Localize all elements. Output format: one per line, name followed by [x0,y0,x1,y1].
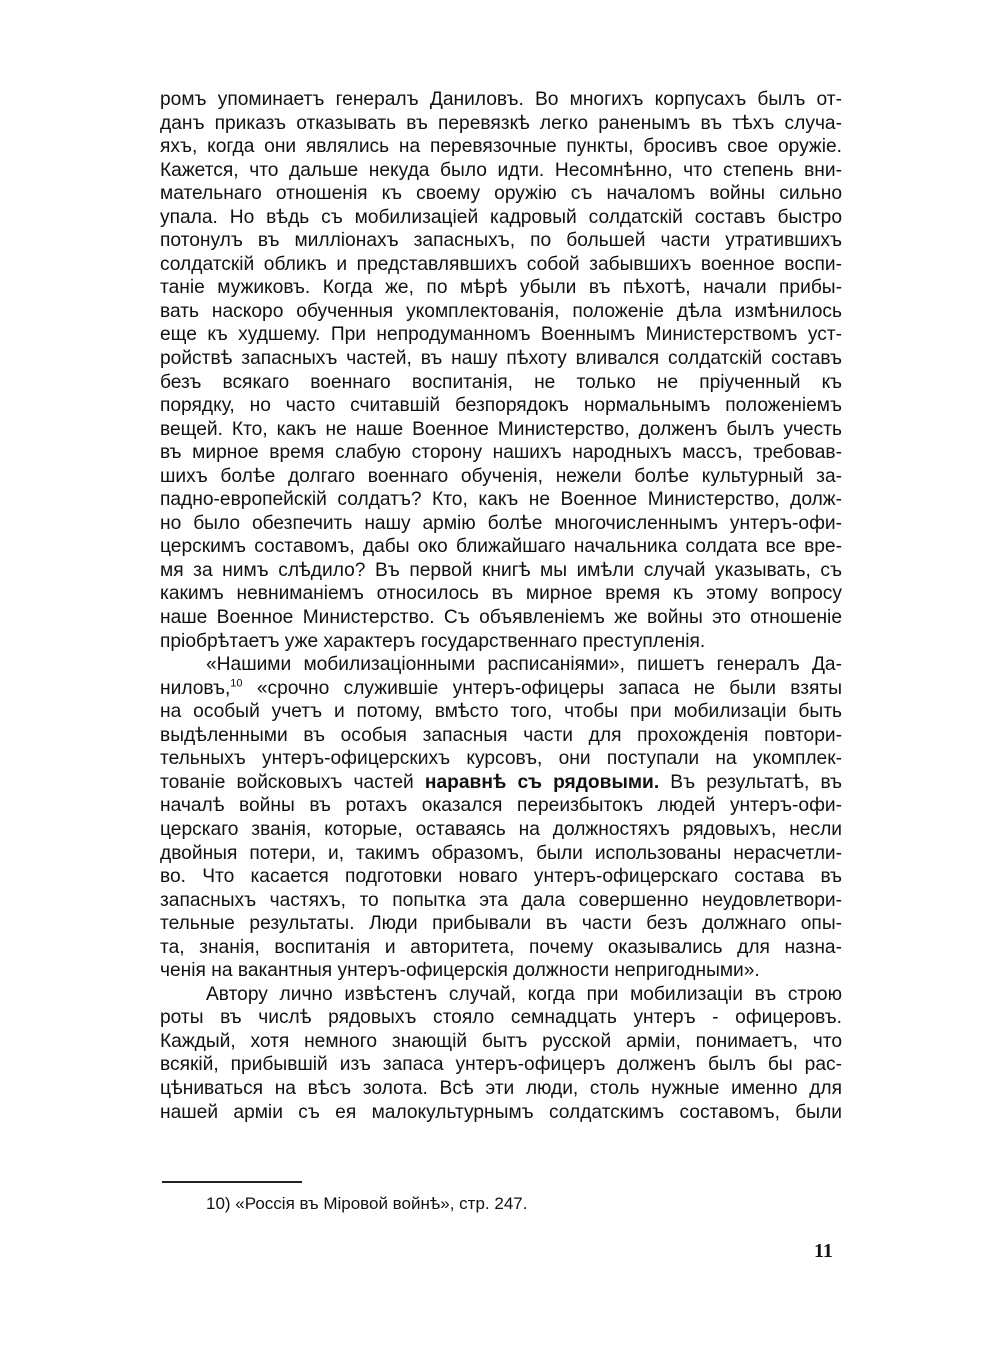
text-line: ромъ упоминаетъ генералъ Даниловъ. Во многихъ корпусахъ былъ от- [160,89,842,110]
text-line: какимъ невниманіемъ относилось въ мирное время къ этому вопросу [160,583,842,605]
text-line: порядку, но часто считавшій безпорядокъ нормальнымъ положеніемъ [160,395,842,417]
text-line: данъ приказъ отказывать въ перевязкѣ легко раненымъ въ тѣхъ случа- [160,112,842,134]
text-line: роты въ числѣ рядовыхъ стояло семнадцать унтеръ - офицеровъ. [160,1007,842,1029]
text-line: во. Что касается подготовки новаго унтеръ-офицерскаго состава въ [160,866,842,888]
text-line: Каждый, хотя немного знающій бытъ русской арміи, понимаетъ, что [160,1030,842,1052]
text-line: ройствѣ запасныхъ частей, въ нашу пѣхоту вливался солдатскій составъ [160,348,842,370]
text-line: та, знанія, воспитанія и авторитета, почему оказывались для назна- [160,936,842,958]
text-line: мя за нимъ слѣдило? Въ первой книгѣ мы имѣли случай указывать, съ [160,559,842,581]
text-fragment: ниловъ, [160,677,231,699]
text-line: ченія на вакантныя унтеръ-офицерскія должности непригодными». [160,960,760,982]
text-line: шихъ болѣе долгаго военнаго обученія, нежели болѣе культурный за- [160,465,842,487]
text-line: запасныхъ частяхъ, то попытка эта дала совершенно неудовлетвори- [160,889,842,911]
text-line: на особый учетъ и потому, вмѣсто того, чтобы при мобилизаціи быть [160,701,842,723]
text-line: въ мирное время слабую сторону нашихъ народныхъ массъ, требовав- [160,442,842,464]
footnote-divider [162,1181,302,1183]
text-line: выдѣленными въ особыя запасныя части для прохожденія повтори- [160,724,842,746]
text-line: цѣниваться на вѣсъ золота. Всѣ эти люди, столь нужные именно для [160,1077,842,1099]
text-line: началѣ войны въ ротахъ оказался переизбытокъ людей унтеръ-офи- [160,795,842,817]
text-line: церскимъ составомъ, дабы око ближайшаго начальника солдата все вре- [160,536,842,558]
text-line: тельные результаты. Люди прибывали въ части безъ должнаго опы- [160,913,842,935]
text-line: двойныя потери, и, такимъ образомъ, были использованы нерасчетли- [160,842,842,864]
text-line: но было обезпечить нашу армію болѣе многочисленнымъ унтеръ-офи- [160,512,842,534]
text-line: пріобрѣтаетъ уже характеръ государственнаго преступленія. [160,630,706,652]
text-line: нашей арміи съ ея малокультурнымъ солдатскимъ составомъ, были [160,1101,842,1123]
text-line: вать наскоро обученныя укомплектованія, положеніе дѣла измѣнилось [160,300,842,322]
text-line: церскаго званія, которые, оставаясь на должностяхъ рядовыхъ, несли [160,818,842,840]
text-fragment: тованіе войсковыхъ частей [160,771,414,793]
text-fragment: Въ результатѣ, въ [659,771,842,793]
text-line: потонулъ въ милліонахъ запасныхъ, по большей части утратившихъ [160,230,842,252]
text-line: наше Военное Министерство. Съ объявленіемъ же войны это отношеніе [160,607,842,629]
text-line: безъ всякаго военнаго воспитанія, не только не пріученный къ [160,371,842,393]
paragraph-3 [160,983,842,1124]
text-line-with-footnote-ref [160,677,842,701]
text-line: мательнаго отношенія къ своему оружію съ началомъ войны сильно [160,183,842,205]
text-line: упала. Но вѣдь съ мобилизацiей кадровый солдатскій составъ быстро [160,206,842,228]
text-fragment: «срочно служившіе унтеръ-офицеры запаса не были взяты [242,677,842,699]
text-line: «Нашими мобилизаціонными расписаніями», пишетъ генералъ Да- [206,654,842,676]
text-line: Кажется, что дальше некуда было идти. Несомнѣнно, что степень вни- [160,159,842,181]
text-line: вещей. Кто, какъ не наше Военное Министерство, долженъ былъ учесть [160,418,842,440]
footnote-reference[interactable]: 10 [230,677,243,690]
text-line: Автору лично извѣстенъ случай, когда при мобилизаціи въ строю [206,983,842,1005]
text-line: падно-европейскій солдатъ? Кто, какъ не Военное Министерство, долж- [160,489,842,511]
paragraph-1 [160,88,842,653]
text-line: солдатскій обликъ и представлявшихъ собой забывшихъ военное воспи- [160,253,842,275]
text-line-with-bold [160,771,842,795]
text-line: яхъ, когда они являлись на перевязочные пункты, бросивъ свое оружіе. [160,136,842,158]
text-line: тельныхъ унтеръ-офицерскихъ курсовъ, они поступали на укомплек- [160,748,842,770]
text-line: еще къ худшему. При непродуманномъ Военнымъ Министерствомъ уст- [160,324,842,346]
bold-emphasis: наравнѣ съ рядовыми. [424,771,660,793]
text-line: всякій, прибывшій изъ запаса унтеръ-офицеръ долженъ былъ бы рас- [160,1054,842,1076]
paragraph-2 [160,653,842,983]
text-line: таніе мужиковъ. Когда же, по мѣрѣ убыли въ пѣхотѣ, начали прибы- [160,277,842,299]
page-number: 11 [814,1240,833,1262]
footnote: 10) «Россія въ Мiровой войнѣ», стр. 247. [206,1194,528,1213]
text-column [160,88,842,1124]
